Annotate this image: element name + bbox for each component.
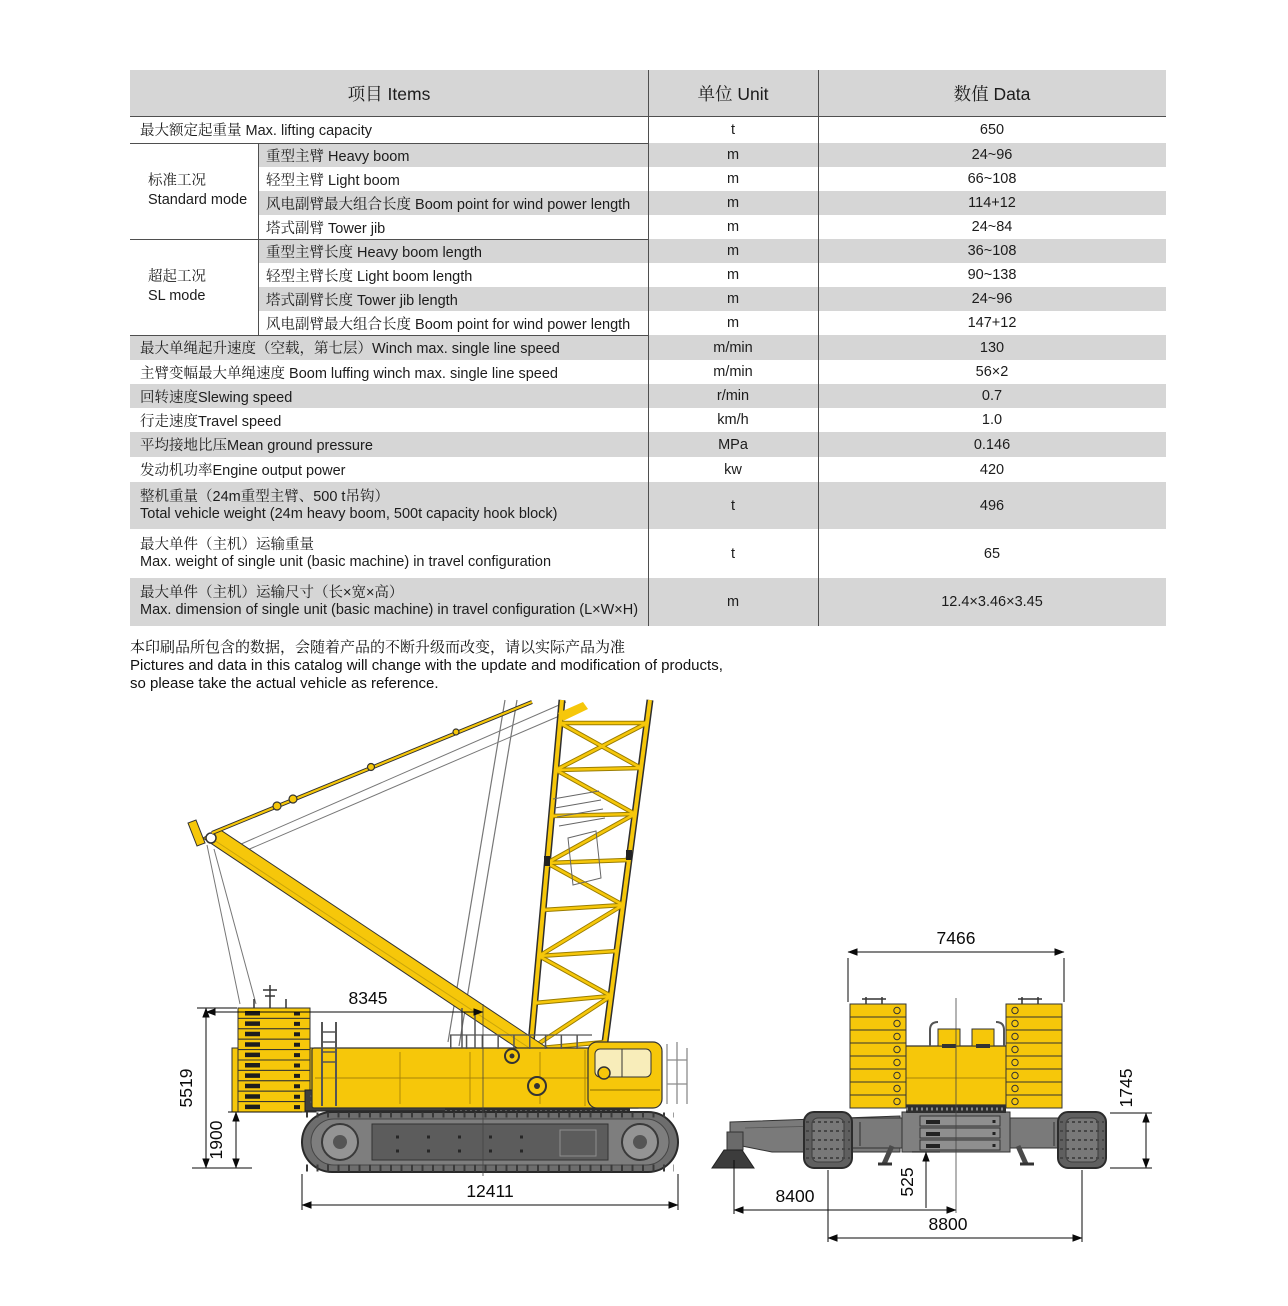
col-header-items: 项目 Items [347, 83, 431, 104]
axle-beam-left [850, 1118, 904, 1148]
row-label: 塔式副臂长度 Tower jib length [266, 292, 458, 309]
crawler-track-side [302, 1112, 678, 1172]
row-label-cn: 最大单件（主机）运输重量 [140, 536, 314, 553]
row-label: 回转速度Slewing speed [140, 389, 293, 406]
pendant-rod [212, 702, 532, 833]
row-value: 130 [979, 339, 1005, 356]
counterweight-stack-left [850, 997, 906, 1108]
row-value: 24~96 [971, 147, 1013, 163]
counterweight-stack-right [1006, 997, 1062, 1108]
row-label-en: Max. weight of single unit (basic machine) in travel configuration [140, 553, 552, 570]
row-value: 147+12 [967, 315, 1017, 331]
col-header-unit: 单位 Unit [697, 83, 769, 104]
row-unit: m [726, 291, 740, 307]
group-label-cn: 超起工况 [148, 269, 206, 285]
dimension-label-12411: 12411 [466, 1181, 514, 1201]
disclaimer-line-en2: so please take the actual vehicle as reference. [130, 675, 439, 692]
row-unit: m [726, 147, 740, 163]
row-label-en: Total vehicle weight (24m heavy boom, 500t capacity hook block) [140, 505, 558, 522]
dimension-label-1900: 1900 [206, 1120, 226, 1160]
row-unit: kw [724, 461, 742, 478]
row-unit: m [726, 267, 740, 283]
group-label-en: SL mode [148, 288, 206, 304]
row-label: 最大单绳起升速度（空载，第七层）Winch max. single line speed [140, 341, 560, 357]
row-label: 发动机功率Engine output power [140, 463, 346, 479]
dimension-label-5519: 5519 [176, 1068, 196, 1108]
dimension-label-7466: 7466 [936, 928, 976, 948]
row-label: 行走速度Travel speed [140, 413, 282, 430]
row-unit: m/min [713, 364, 753, 380]
row-label: 重型主臂长度 Heavy boom length [266, 244, 482, 261]
row-label-cn: 最大单件（主机）运输尺寸（长×宽×高） [140, 585, 404, 601]
row-unit: t [730, 497, 736, 514]
row-unit: m [726, 171, 740, 187]
row-unit: km/h [717, 412, 749, 428]
row-label: 主臂变幅最大单绳速度 Boom luffing winch max. single line speed [140, 365, 558, 382]
row-label-en: Max. dimension of single unit (basic machine) in travel configuration (L×W×H) [140, 602, 639, 618]
row-label: 轻型主臂 Light boom [266, 172, 400, 189]
row-value: 420 [979, 461, 1005, 478]
row-value: 56×2 [975, 364, 1009, 380]
group-label-en: Standard mode [148, 192, 248, 208]
row-unit: m/min [713, 339, 753, 356]
row-label: 重型主臂 Heavy boom [266, 148, 410, 165]
dimension-label-1745: 1745 [1116, 1068, 1136, 1108]
row-label: 塔式副臂 Tower jib [266, 220, 386, 237]
row-label: 风电副臂最大组合长度 Boom point for wind power length [266, 316, 631, 333]
boom-pendant-lines [232, 702, 578, 854]
row-value: 650 [979, 121, 1005, 138]
row-value: 496 [979, 497, 1005, 514]
row-label: 风电副臂最大组合长度 Boom point for wind power length [266, 196, 631, 213]
counterweight-stack [232, 985, 316, 1112]
col-header-data: 数值 Data [953, 83, 1031, 104]
jack-foot [712, 1150, 754, 1168]
winch-housing [938, 1029, 960, 1046]
row-value: 1.0 [981, 412, 1003, 428]
row-unit: m [726, 315, 740, 331]
row-value: 24~96 [971, 291, 1013, 307]
row-unit: MPa [718, 436, 748, 453]
rear-view-drawing [712, 928, 1152, 1242]
cab-handrail [667, 1042, 687, 1104]
row-unit: t [730, 545, 736, 562]
disclaimer-line-en1: Pictures and data in this catalog will change with the update and modification of products, [130, 657, 723, 674]
row-value: 12.4×3.46×3.45 [941, 594, 1043, 610]
row-value: 36~108 [967, 243, 1017, 259]
row-value: 0.146 [973, 436, 1011, 453]
row-value: 65 [983, 545, 1001, 562]
row-unit: m [726, 219, 740, 235]
row-unit: t [730, 121, 736, 138]
row-unit: m [726, 195, 740, 211]
row-unit: m [726, 243, 740, 259]
row-label-cn: 整机重量（24m重型主臂、500 t吊钩） [140, 488, 389, 505]
boom-ladder [553, 791, 605, 826]
disclaimer-line-cn: 本印刷品所包含的数据，会随着产品的不断升级而改变，请以实际产品为准 [130, 639, 626, 656]
winch-housing [972, 1029, 994, 1046]
row-label: 最大额定起重量 Max. lifting capacity [140, 123, 373, 139]
lattice-boom [527, 700, 650, 1088]
row-unit: r/min [716, 388, 750, 404]
row-value: 66~108 [967, 171, 1017, 187]
mast-tip-sheave [206, 833, 216, 843]
group-label-cn: 标准工况 [148, 173, 206, 189]
row-value: 0.7 [981, 388, 1003, 404]
dimension-label-8345: 8345 [348, 988, 388, 1008]
dimension-label-8800: 8800 [928, 1214, 968, 1234]
crawler-track-rear-left [804, 1112, 852, 1168]
row-unit: m [726, 594, 740, 610]
row-label: 轻型主臂长度 Light boom length [266, 268, 473, 285]
row-value: 90~138 [967, 267, 1017, 283]
row-label: 平均接地比压Mean ground pressure [140, 438, 373, 454]
row-value: 114+12 [968, 195, 1016, 211]
crawler-track-rear-right [1058, 1112, 1106, 1168]
row-value: 24~84 [971, 219, 1013, 235]
dimension-label-8400: 8400 [775, 1186, 815, 1206]
dimension-label-525: 525 [897, 1167, 917, 1197]
side-view-drawing [176, 700, 687, 1210]
